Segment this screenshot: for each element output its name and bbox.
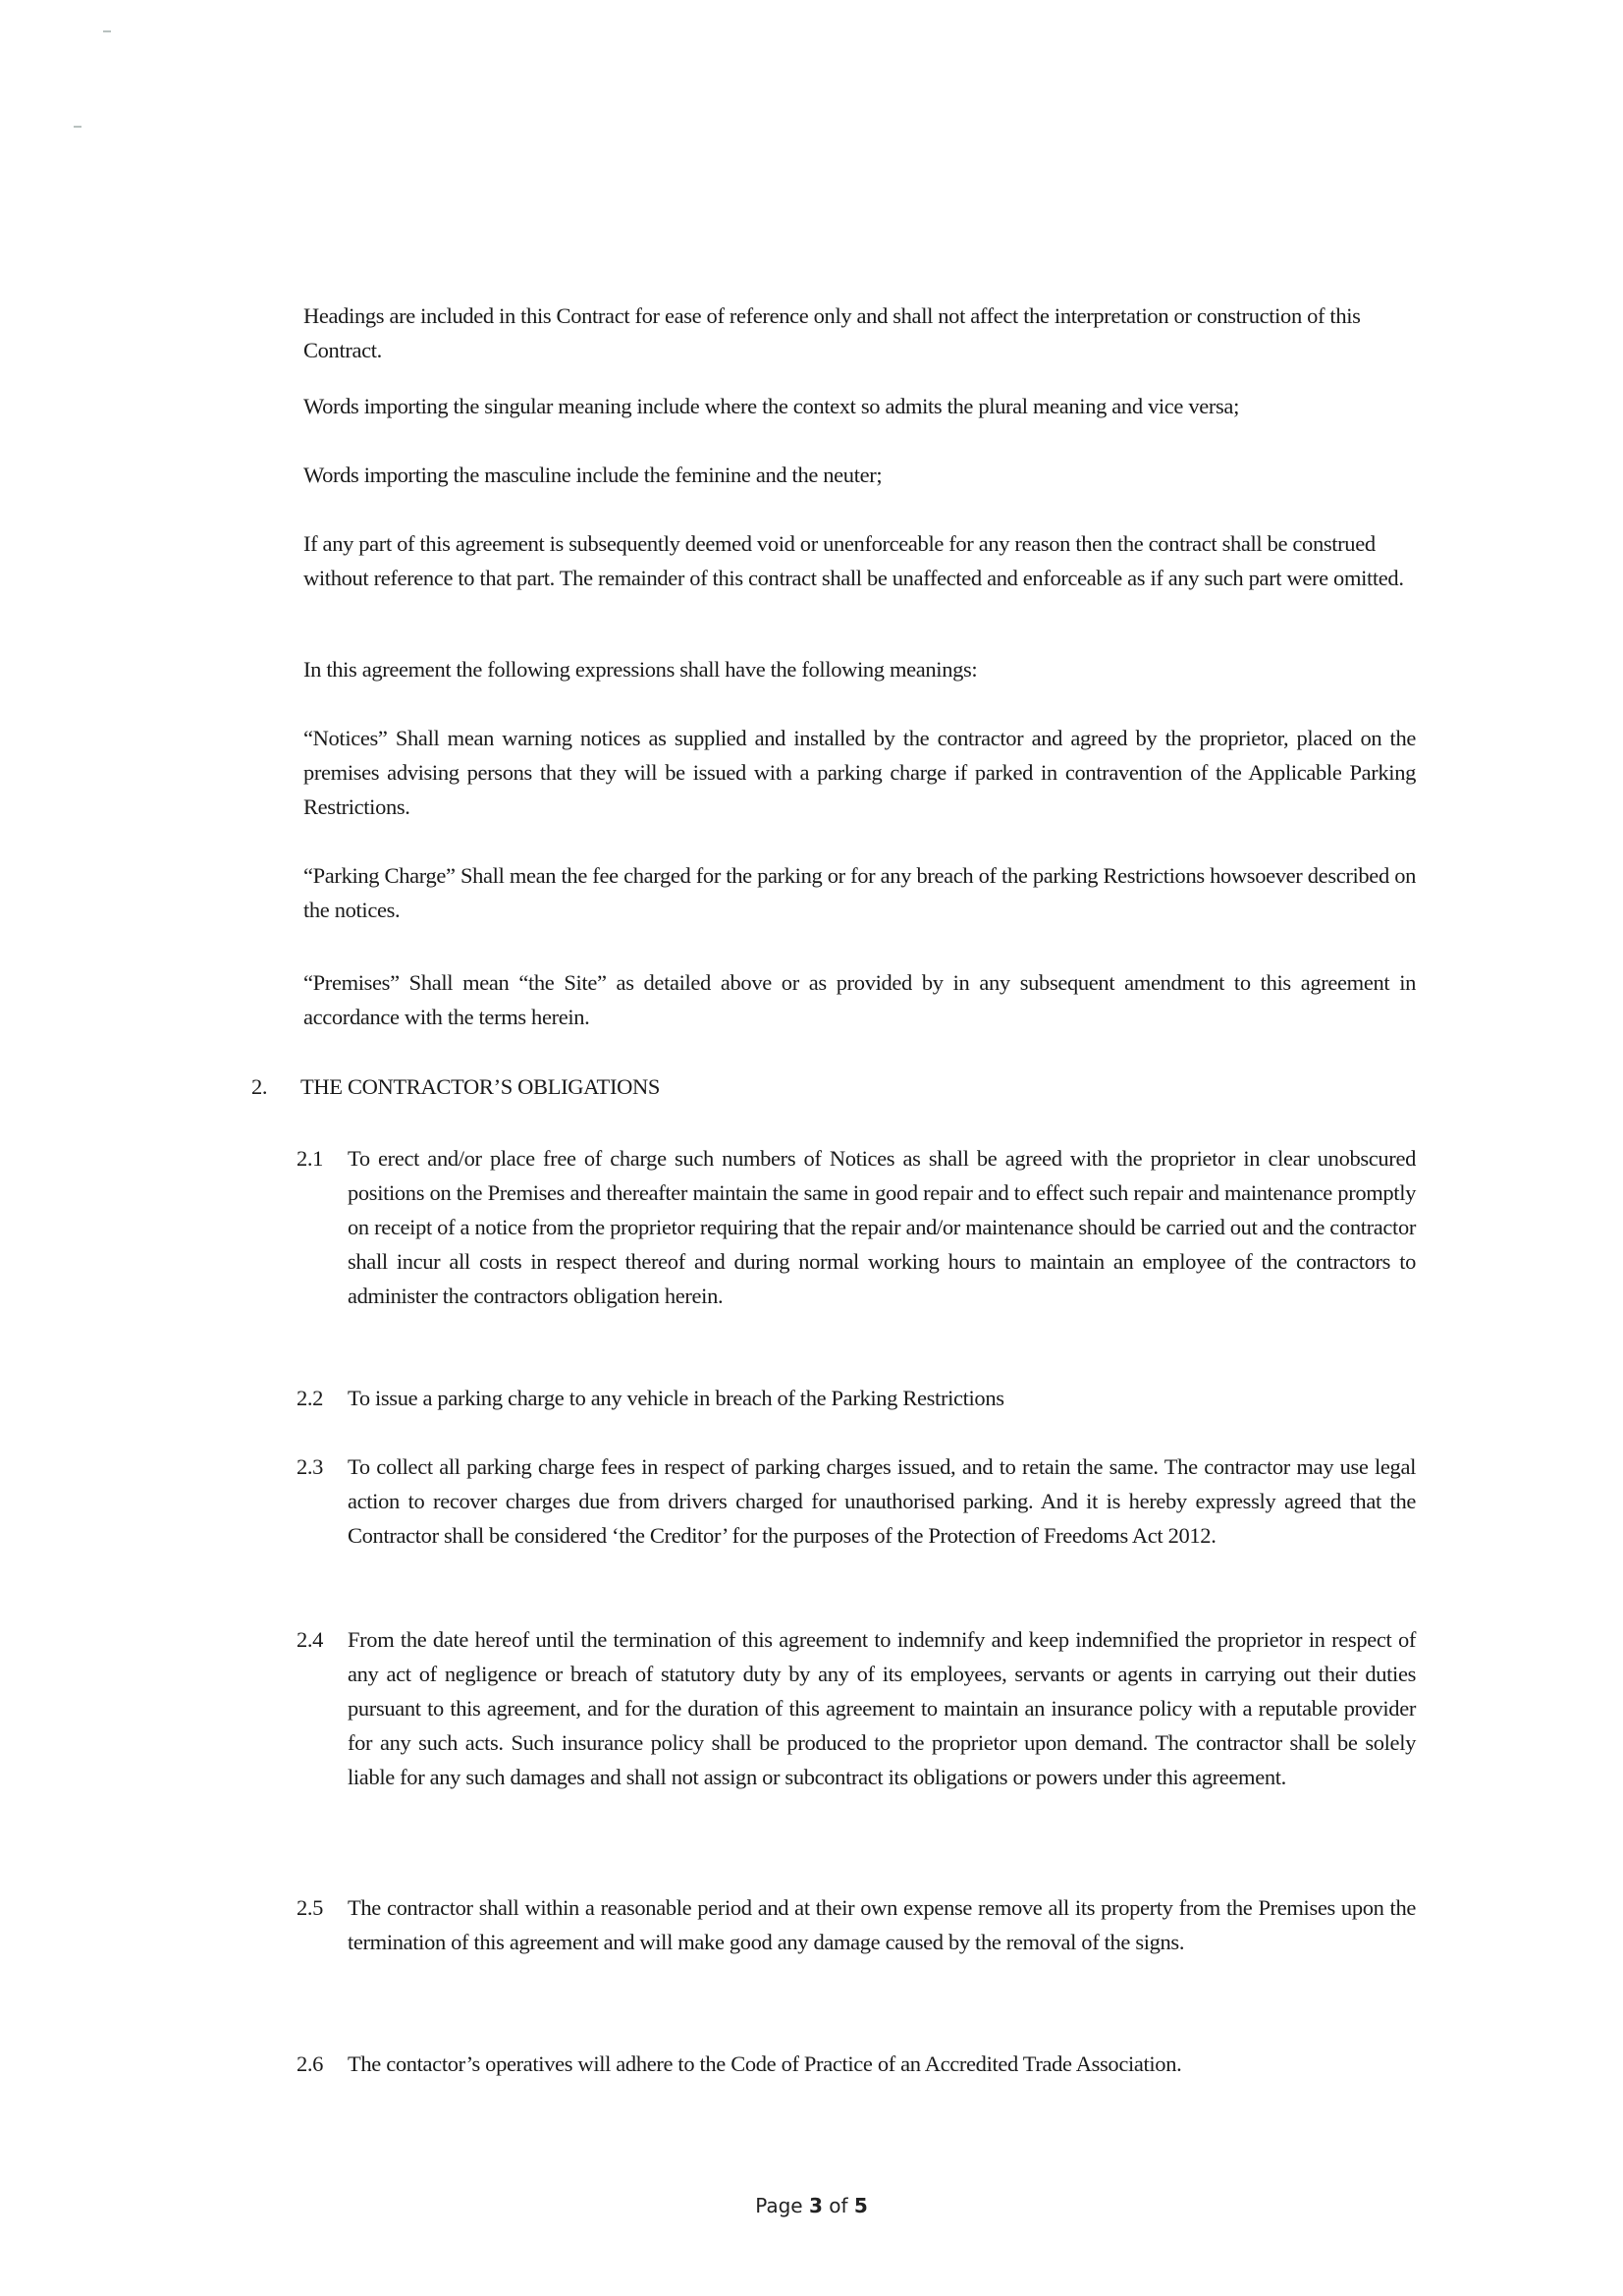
current-page-number: 3 — [808, 2194, 823, 2217]
definition-notices: “Notices” Shall mean warning notices as supplied and installed by the contractor and agreed by the proprietor, placed on the premises advising persons that they will be issued with a parking charge if parked in contravention of the Applicable Parking Restrictions. — [303, 726, 1416, 819]
section-number: 2. — [251, 1074, 268, 1099]
clause-text: To collect all parking charge fees in respect of parking charges issued, and to retain the same. The contractor may use legal action to recover charges due from drivers charged for unauthorised parking. And it is hereby expressly agreed that the Contractor shall be considered ‘the Creditor’ for the purposes of the Protection of Freedoms Act 2012. — [348, 1454, 1416, 1548]
clause-number: 2.3 — [297, 1454, 324, 1479]
clause-2-3 — [297, 1449, 1416, 1553]
clause-2-5 — [297, 1890, 1416, 1959]
section-title: THE CONTRACTOR’S OBLIGATIONS — [300, 1074, 661, 1099]
of-label: of — [829, 2194, 848, 2217]
page-label: Page — [755, 2194, 803, 2217]
definitions-intro: In this agreement the following expressions shall have the following meanings: — [303, 657, 978, 682]
scan-artifact — [74, 126, 81, 128]
clause-text: The contractor shall within a reasonable period and at their own expense remove all its property from the Premises upon the termination of this agreement and will make good any damage caused by the removal of the signs. — [348, 1895, 1416, 1954]
clause-2-6 — [297, 2047, 1416, 2081]
scan-artifact — [103, 30, 111, 32]
clause-2-2 — [297, 1381, 1416, 1415]
clause-number: 2.2 — [297, 1386, 324, 1410]
headings-clause: Headings are included in this Contract for ease of reference only and shall not affect the interpretation or construction of this Contract. — [303, 303, 1361, 362]
definition-premises: “Premises” Shall mean “the Site” as detailed above or as provided by in any subsequent amendment to this agreement in accordance with the terms herein. — [303, 970, 1416, 1029]
definition-parking-charge: “Parking Charge” Shall mean the fee charged for the parking or for any breach of the parking Restrictions howsoever described on the notices. — [303, 863, 1416, 922]
clause-number: 2.1 — [297, 1146, 324, 1171]
clause-number: 2.4 — [297, 1627, 324, 1652]
total-pages-number: 5 — [853, 2194, 868, 2217]
clause-number: 2.6 — [297, 2051, 324, 2076]
clause-text: The contactor’s operatives will adhere to the Code of Practice of an Accredited Trade Association. — [348, 2051, 1182, 2076]
clause-2-4 — [297, 1622, 1416, 1794]
severability-clause: If any part of this agreement is subsequently deemed void or unenforceable for any reason then the contract shall be construed without reference to that part. The remainder of this contract shall be unaffected and enforceable as if any such part were omitted. — [303, 531, 1404, 590]
clause-text: From the date hereof until the termination of this agreement to indemnify and keep indemnified the proprietor in respect of any act of negligence or breach of statutory duty by any of its employees, servants or agents in carrying out their duties pursuant to this agreement, and for the duration of this agreement to maintain an insurance policy with a reputable provider for any such acts. Such insurance policy shall be produced to the proprietor upon demand. The contractor shall be solely liable for any such damages and shall not assign or subcontract its obligations or powers under this agreement. — [348, 1627, 1416, 1789]
clause-2-1 — [297, 1141, 1416, 1313]
singular-plural-clause: Words importing the singular meaning include where the context so admits the plural meaning and vice versa; — [303, 394, 1239, 418]
clause-number: 2.5 — [297, 1895, 324, 1920]
clause-text: To issue a parking charge to any vehicle in breach of the Parking Restrictions — [348, 1386, 1004, 1410]
section-heading — [251, 1069, 660, 1104]
page-footer — [0, 2194, 1623, 2217]
clause-text: To erect and/or place free of charge such numbers of Notices as shall be agreed with the proprietor in clear unobscured positions on the Premises and thereafter maintain the same in good repair and to effect such repair and maintenance promptly on receipt of a notice from the proprietor requiring that the repair and/or maintenance should be carried out and the contractor shall incur all costs in respect thereof and during normal working hours to maintain an employee of the contractors to administer the contractors obligation herein. — [348, 1146, 1416, 1308]
gender-clause: Words importing the masculine include the feminine and the neuter; — [303, 463, 883, 487]
